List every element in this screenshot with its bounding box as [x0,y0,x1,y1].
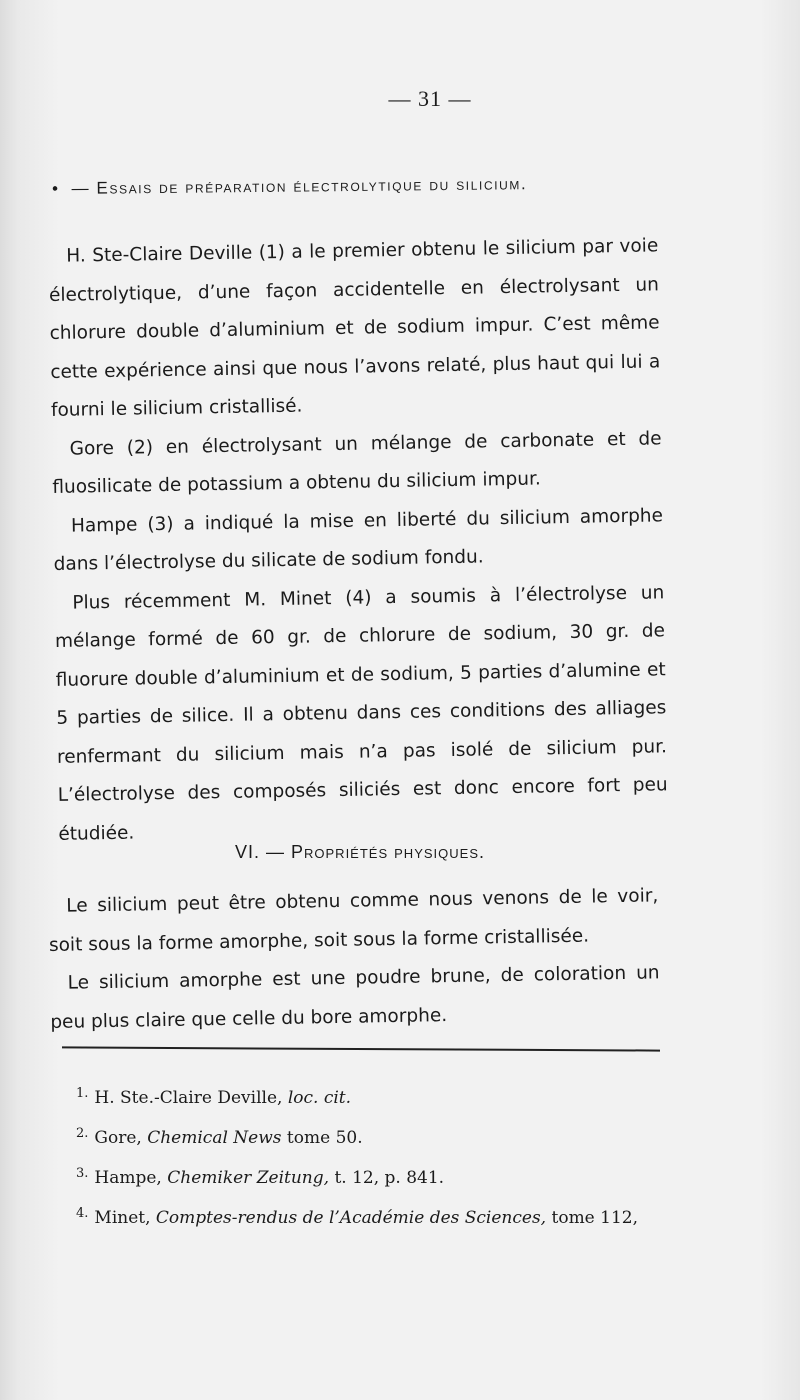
footnote-work: loc. cit. [287,1088,352,1108]
footnote-number: 3. [76,1166,89,1181]
footnote-2 [76,1116,696,1156]
paragraph-forms: Le silicium peut être obtenu comme nous venons de le voir, soit sous la forme amorphe, soit sous la forme cristallisée. [48,885,659,956]
section-bullet: • [51,179,60,199]
footnote-number: 1. [76,1086,89,1101]
footnote-rest: tome 50. [281,1128,363,1148]
paragraph-hampe: Hampe (3) a indiqué la mise en liberté du silicium amorphe dans l’électrolyse du silicate de sodium fondu. [53,504,664,575]
body-text-bottom [48,877,661,1042]
page-number: — 31 — [388,86,472,111]
footnote-work: Comptes-rendus de l’Académie des Sciences, [155,1208,547,1228]
paragraph-deville: H. Ste-Claire Deville (1) a le premier obtenu le silicium par voie électrolytique, d’une façon accidentelle en électrolysant un chlorure double d’aluminium et de sodium impur. C’est même cette expérience ainsi que nous l’avons relaté, plus haut qui lui a fourni le silicium cristallisé. [48,235,661,421]
body-text-top [48,227,669,854]
footnote-work: Chemiker Zeitung, [167,1168,330,1188]
footnote-work: Chemical News [147,1128,282,1148]
footnote-number: 2. [76,1126,89,1141]
footnote-4 [76,1196,696,1236]
footnote-author: H. Ste.-Claire Deville, [94,1088,288,1108]
footnote-author: Gore, [94,1128,148,1148]
footnote-author: Minet, [94,1208,156,1228]
paragraph-amorphous: Le silicium amorphe est une poudre brune, de coloration un peu plus claire que celle du bore amorphe. [50,962,660,1033]
footnote-rest: tome 112, [546,1208,638,1228]
section-title: — Essais de préparation électrolytique du silicium. [71,174,528,198]
paragraph-minet: Plus récemment M. Minet (4) a soumis à l’électrolyse un mélange formé de 60 gr. de chlorure de sodium, 30 gr. de fluorure double d’aluminium et de sodium, 5 parties d’alumine et 5 parties de silice. Il a obtenu dans ces conditions des alliages renfermant du silicium mais n’a pas isolé de silicium pur. L’électrolyse des composés siliciés est donc encore fort peu étudiée. [54,581,668,845]
footnote-rule [62,1046,660,1051]
section-heading-vi: VI. — Propriétés physiques. [235,842,485,862]
footnote-number: 4. [76,1206,89,1221]
footnote-author: Hampe, [94,1168,168,1188]
footnote-1 [76,1076,696,1116]
footnotes [76,1076,696,1236]
paragraph-gore: Gore (2) en électrolysant un mélange de carbonate et de fluosilicate de potassium a obtenu du silicium impur. [52,427,662,498]
section-heading [52,173,652,199]
footnote-3 [76,1156,696,1196]
footnote-rest: t. 12, p. 841. [329,1168,445,1188]
